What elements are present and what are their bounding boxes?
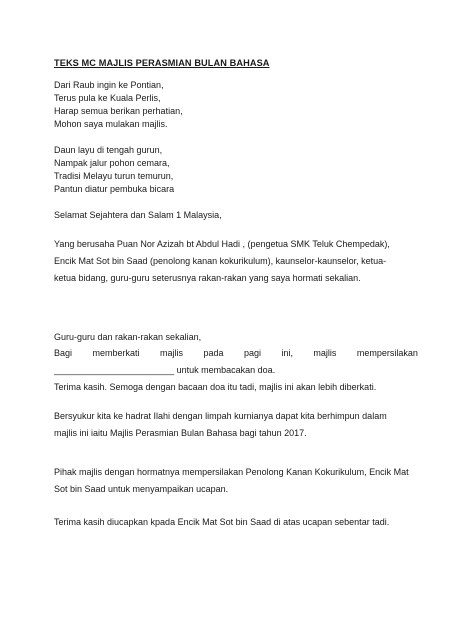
invite-line-2: Sot bin Saad untuk menyampaikan ucapan. — [54, 484, 229, 494]
word: mempersilakan — [356, 348, 418, 358]
pantun2-line-4: Pantun diatur pembuka bicara — [54, 184, 175, 194]
word: majlis — [313, 348, 337, 358]
closing-line: Terima kasih diucapkan kpada Encik Mat Sot bin Saad di atas ucapan sebentar tadi. — [54, 517, 390, 527]
word: Bagi — [54, 348, 73, 358]
invite-line-1: Pihak majlis dengan hormatnya mempersilakan Penolong Kanan Kokurikulum, Encik Mat — [54, 467, 409, 477]
section2-line-1: Guru-guru dan rakan-rakan sekalian, — [54, 332, 202, 342]
address-line-1: Yang berusaha Puan Nor Azizah bt Abdul Hadi , (pengetua SMK Teluk Chempedak), — [54, 239, 390, 249]
address-line-2: Encik Mat Sot bin Saad (penolong kanan kokurikulum), kaunselor-kaunselor, ketua- — [54, 256, 387, 266]
pantun2-line-3: Tradisi Melayu turun temurun, — [54, 171, 174, 181]
word: ini, — [281, 348, 293, 358]
pantun1-line-1: Dari Raub ingin ke Pontian, — [54, 80, 164, 90]
document-title: TEKS MC MAJLIS PERASMIAN BULAN BAHASA — [54, 58, 270, 68]
pantun2-line-1: Daun layu di tengah gurun, — [54, 145, 163, 155]
section2-line-2 — [54, 348, 418, 359]
pantun1-line-2: Terus pula ke Kuala Perlis, — [54, 93, 161, 103]
word: majlis — [159, 348, 183, 358]
pantun1-line-4: Mohon saya mulakan majlis. — [54, 119, 168, 129]
word: pada — [203, 348, 224, 358]
pantun2-line-2: Nampak jalur pohon cemara, — [54, 158, 170, 168]
section2-line-4: Terima kasih. Semoga dengan bacaan doa itu tadi, majlis ini akan lebih diberkati. — [54, 382, 377, 392]
address-line-3: ketua bidang, guru-guru seterusnya rakan-rakan yang saya hormati sekalian. — [54, 273, 361, 283]
syukur-line-1: Bersyukur kita ke hadrat Ilahi dengan limpah kurnianya dapat kita berhimpun dalam — [54, 411, 387, 421]
greeting-line: Selamat Sejahtera dan Salam 1 Malaysia, — [54, 210, 222, 220]
word: memberkati — [92, 348, 140, 358]
pantun1-line-3: Harap semua berikan perhatian, — [54, 106, 183, 116]
word: pagi — [243, 348, 261, 358]
section2-line-3: ________________________ untuk membacakan doa. — [54, 365, 276, 375]
syukur-line-2: majlis ini iaitu Majlis Perasmian Bulan Bahasa bagi tahun 2017. — [54, 428, 307, 438]
